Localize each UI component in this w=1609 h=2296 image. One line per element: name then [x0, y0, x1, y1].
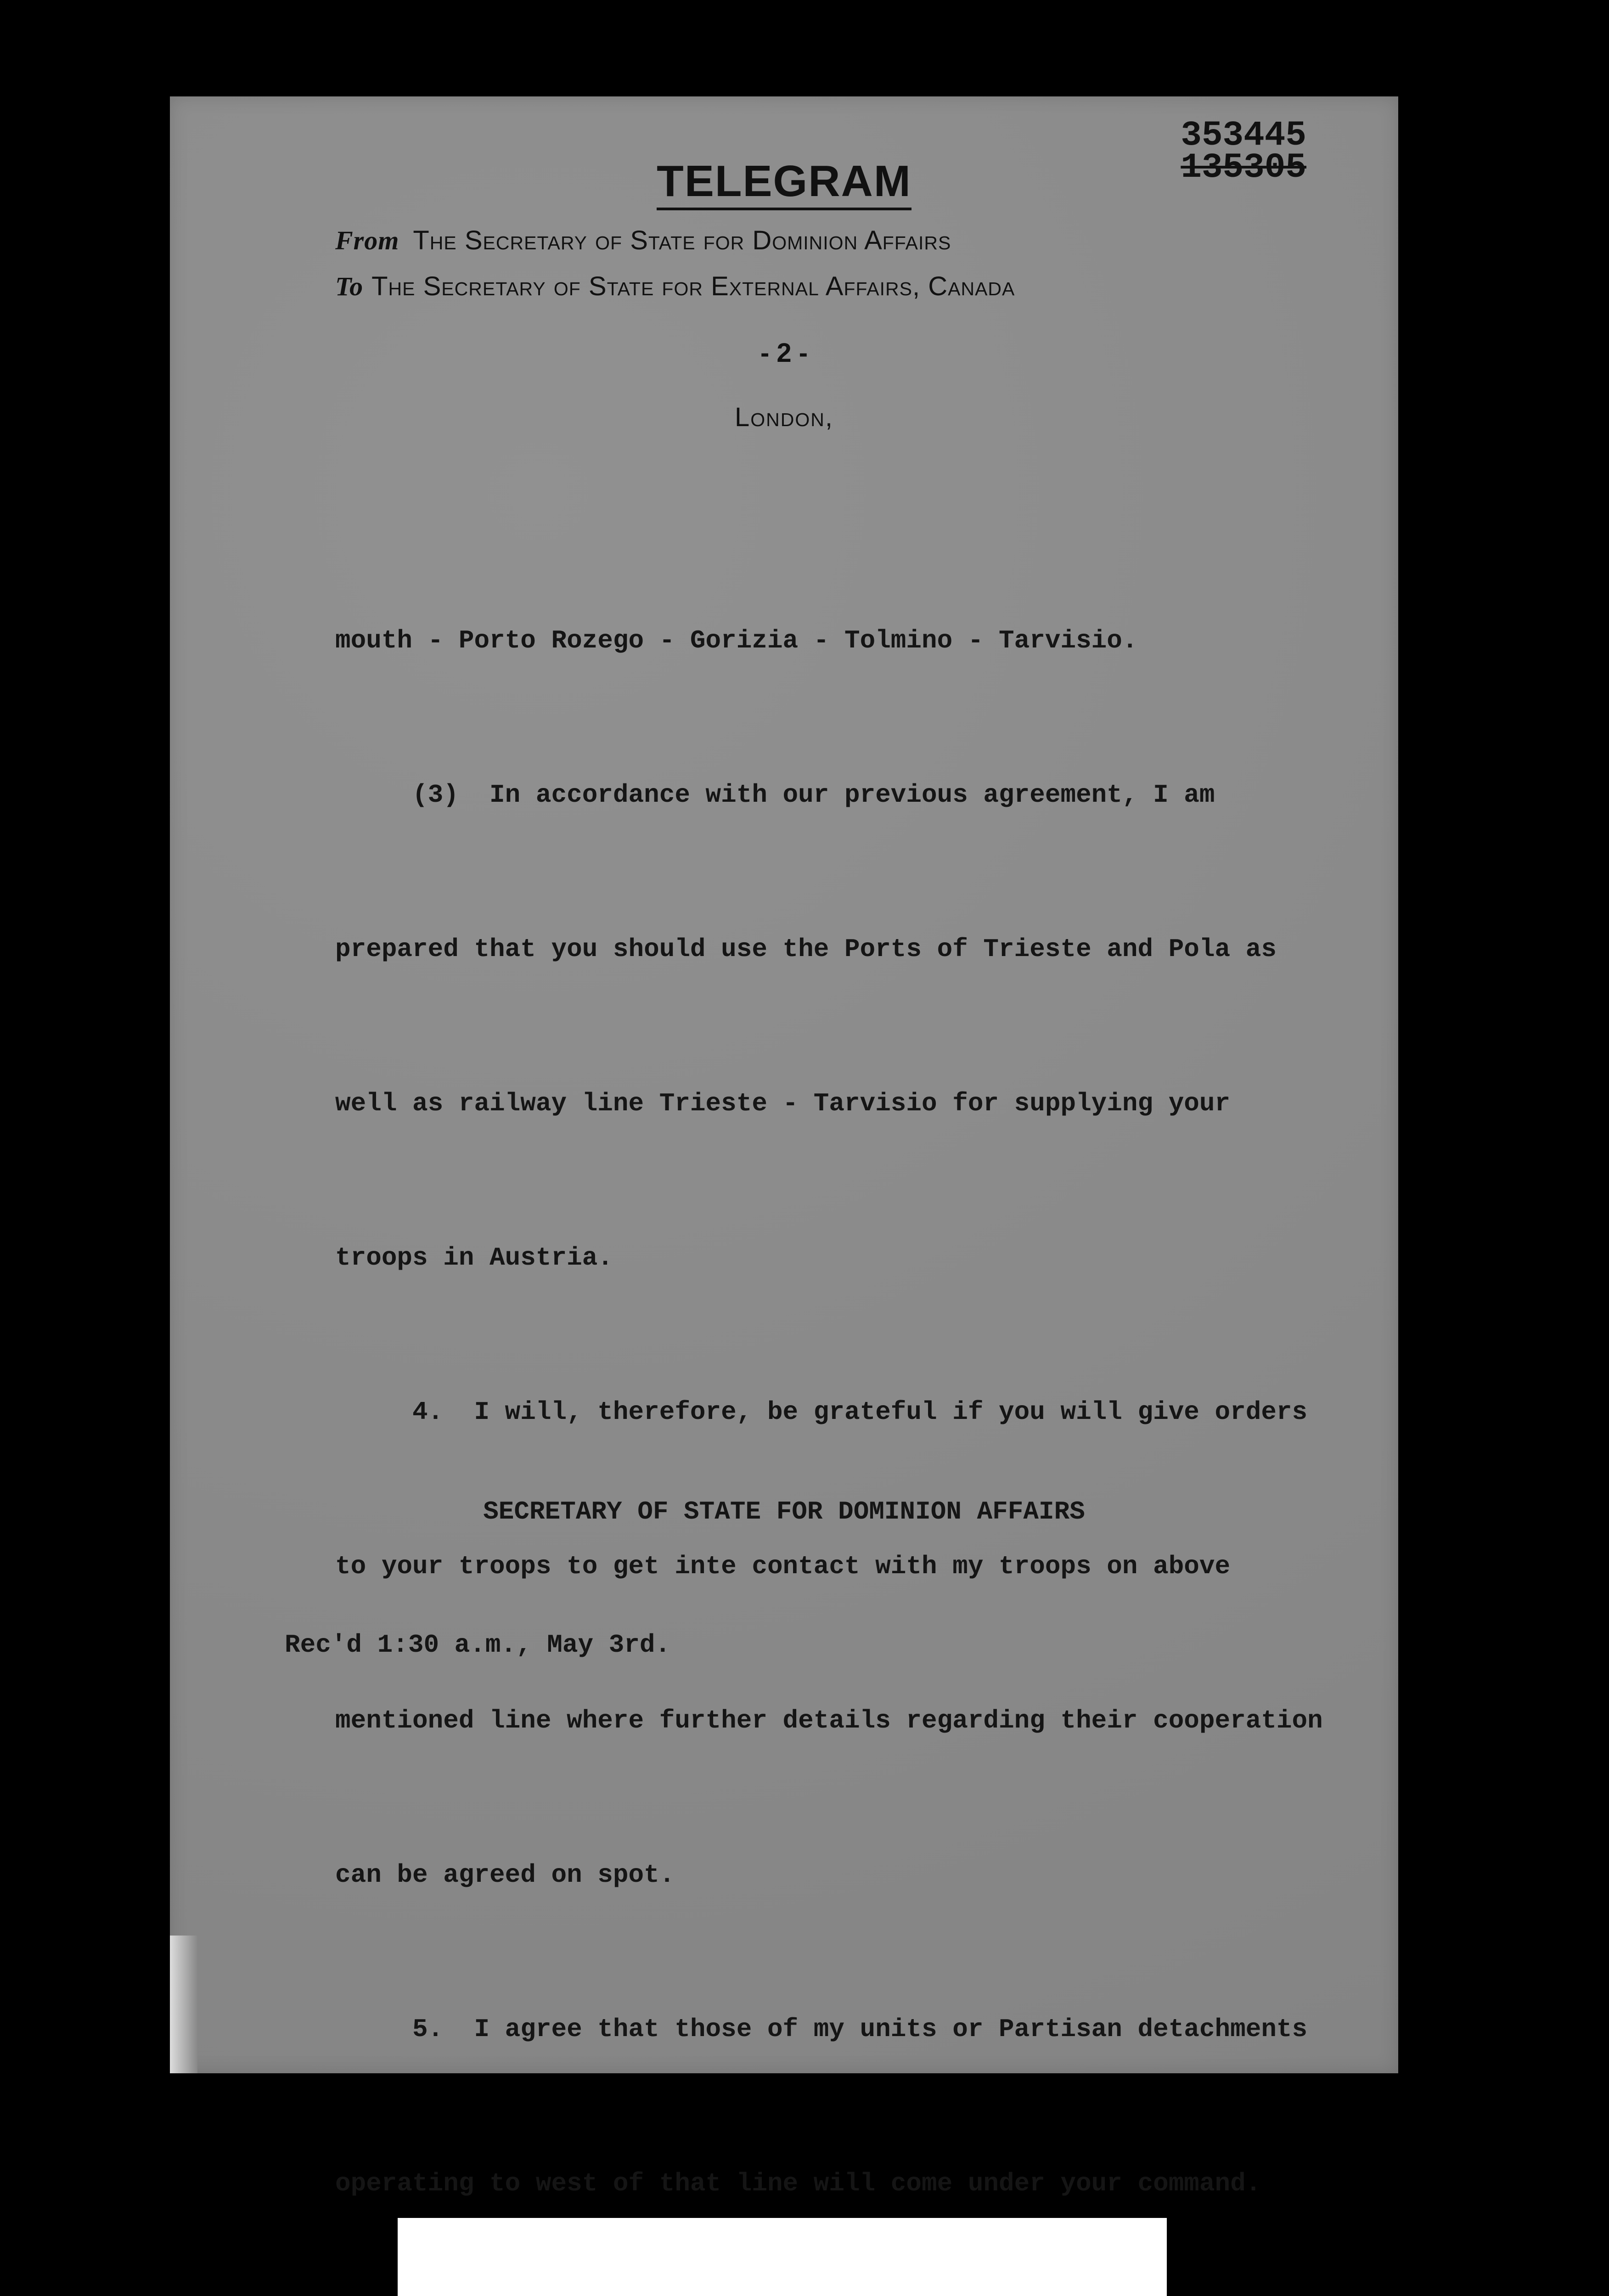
body-line: well as railway line Trieste - Tarvisio for supplying your [335, 1089, 1231, 1118]
citation-label [398, 2218, 1167, 2296]
citation-line [416, 2293, 1148, 2296]
telegram-title-text: TELEGRAM [657, 157, 911, 210]
telegram-body [335, 512, 1391, 2296]
signature-line: SECRETARY OF STATE FOR DOMINION AFFAIRS [483, 1497, 1085, 1526]
body-line: mentioned line where further details regarding their cooperation [335, 1706, 1323, 1735]
telegram-page [170, 96, 1398, 2198]
body-line: prepared that you should use the Ports of Trieste and Pola as [335, 934, 1277, 964]
stamp-number-struck: 135305 [1181, 148, 1306, 187]
place-line: London, [735, 402, 833, 432]
to-value: The Secretary of State for External Affairs, Canada [371, 271, 1015, 301]
body-line: troops in Austria. [335, 1243, 613, 1272]
body-line: can be agreed on spot. [335, 1860, 675, 1890]
body-line: mouth - Porto Rozego - Gorizia - Tolmino - Tarvisio. [335, 626, 1138, 655]
received-timestamp: Rec'd 1:30 a.m., May 3rd. [285, 1630, 671, 1660]
body-line: to your troops to get inte contact with my troops on above [335, 1552, 1231, 1581]
body-line: 5. I agree that those of my units or Partisan detachments [335, 2015, 1308, 2044]
to-label: To [335, 271, 364, 301]
to-line [335, 271, 1015, 302]
page-number: - 2 - [760, 338, 808, 368]
from-line [335, 225, 951, 256]
from-value: The Secretary of State for Dominion Affairs [413, 225, 951, 255]
stamp-number-current: 353445 [1181, 116, 1306, 155]
from-label: From [335, 225, 399, 255]
body-line: 4. I will, therefore, be grateful if you will give orders [335, 1397, 1308, 1427]
page-curl-shadow [170, 1936, 197, 2073]
body-line: (3) In accordance with our previous agreement, I am [335, 780, 1215, 810]
telegram-title [170, 156, 1398, 207]
body-line: operating to west of that line will come under your command. [335, 2169, 1261, 2198]
